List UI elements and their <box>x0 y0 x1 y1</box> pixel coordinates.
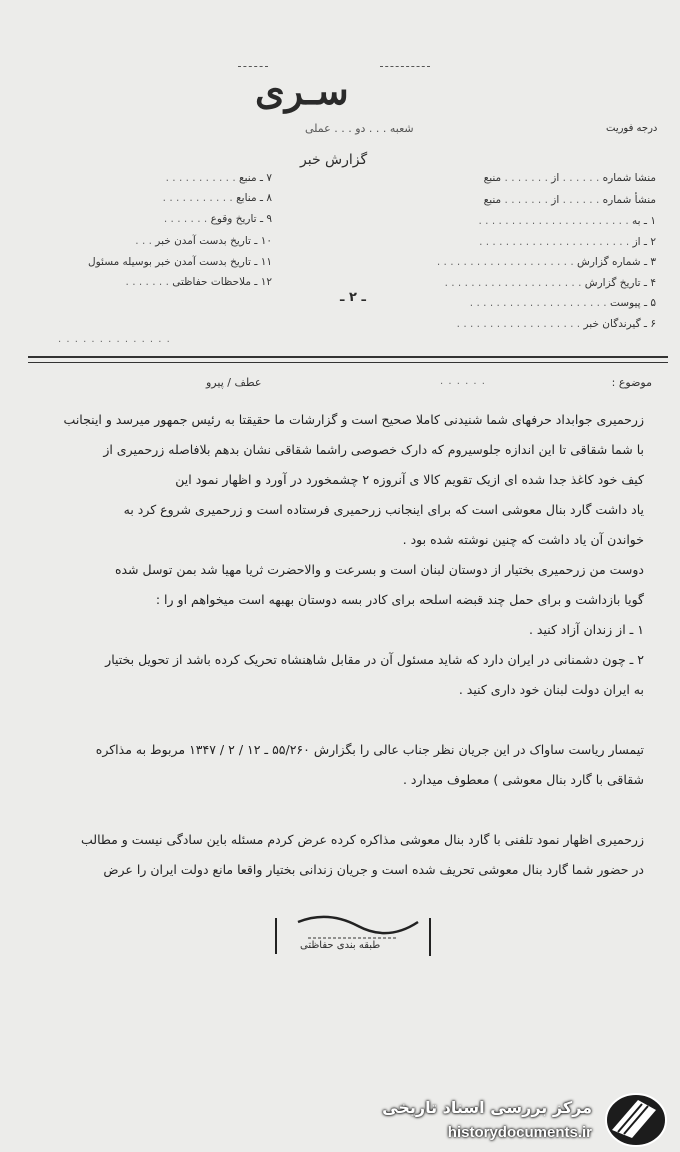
paragraph-line-9: ۲ ـ چون دشمنانی در ایران دارد که شاید مسئول آن در مقابل شاهنشاه تحریک کرده باشد از تحویل بختیار <box>105 652 644 667</box>
field-report-date: ۴ ـ تاریخ گزارش . . . . . . . . . . . . . . . . . . . . . <box>444 277 656 289</box>
page-marker: ـ ۲ ـ <box>340 290 366 305</box>
section-subtitle: شعبه . . . دو . . . عملی <box>305 122 414 135</box>
paragraph-line-1: زرحمیری جوابداد حرفهای شما شنیدنی کاملا صحیح است و گزارشات ما حقیقتا به رئیس جمهور میرسد و اینجانب <box>63 412 644 427</box>
field-report-number: ۳ ـ شماره گزارش . . . . . . . . . . . . . . . . . . . . . <box>436 256 656 268</box>
archive-url[interactable]: historydocuments.ir <box>447 1124 592 1141</box>
paragraph-line-14: در حضور شما گارد بنال معوشی تحریف شده است و جریان زندانی بختیار واقعا مانع دولت ایران را عرض <box>103 862 644 877</box>
reference-label: عطف / پیرو <box>206 376 262 389</box>
blank-line: . . . . . . . . . . . . . . <box>58 334 171 345</box>
field-from: ۲ ـ از . . . . . . . . . . . . . . . . . . . . . . . <box>479 236 656 248</box>
subject-label: موضوع : <box>611 376 652 389</box>
paragraph-line-8: ۱ ـ از زندان آزاد کنید . <box>528 622 644 637</box>
field-to: ۱ ـ به . . . . . . . . . . . . . . . . . . . . . . . <box>478 215 656 227</box>
paragraph-line-3: کیف خود کاغذ جدا شده ای ازیک تقویم کالا ی آنروزه ۲ چشمخورد در آورد و اظهار نمود این <box>175 472 644 487</box>
report-title: گزارش خبر <box>300 152 368 168</box>
title-dash-right <box>380 66 430 67</box>
divider-bottom <box>28 362 668 363</box>
field-attachment: ۵ ـ پیوست . . . . . . . . . . . . . . . . . . . . . <box>469 297 656 309</box>
field-obtained-by-officer: ۱۱ ـ تاریخ بدست آمدن خبر بوسیله مسئول <box>87 256 272 268</box>
field-obtained-date: ۱۰ ـ تاریخ بدست آمدن خبر . . . <box>135 235 272 247</box>
archive-logo-icon <box>598 1090 670 1148</box>
title-dash-left <box>238 66 268 67</box>
field-origin-1: منشا شماره . . . . . . از . . . . . . . منبع <box>483 172 656 184</box>
paragraph-line-4: یاد داشت گارد بنال معوشی است که برای اینجانب زرحمیری فرستاده است و زرحمیری شروع کرد به <box>123 502 644 517</box>
paragraph-line-12: شقاقی با گارد بنال معوشی ) معطوف میدارد . <box>402 772 644 787</box>
paragraph-line-2: با شما شقاقی تا این اندازه جلوسیروم که دارک خصوصی راشما شقاقی نشان بدهم بلافاصله زرحمیری از <box>103 442 644 457</box>
stamp-label: طبقه بندی حفاظتی <box>300 940 381 951</box>
field-sources: ۸ ـ منابع . . . . . . . . . . . <box>162 192 272 204</box>
field-security-notes: ۱۲ ـ ملاحظات حفاظتی . . . . . . . <box>125 276 272 288</box>
paragraph-line-5: خواندن آن یاد داشت که چنین نوشته شده بود . <box>402 532 644 547</box>
reference-dots: . . . . . . <box>440 376 486 387</box>
paragraph-line-13: زرحمیری اظهار نمود تلفنی با گارد بنال معوشی مذاکره کرده عرض کردم مسئله باین سادگی نیست و مطالب <box>80 832 644 847</box>
paragraph-line-6: دوست من زرحمیری بختیار از دوستان لبنان است و بسرعت و والاحضرت ثریا مهیا شد بمن توسل شده <box>114 562 644 577</box>
paragraph-line-11: تیمسار ریاست ساواک در این جریان نظر جناب عالی را بگزارش ۵۵/۲۶۰ ـ ۱۲ / ۲ / ۱۳۴۷ مربوط به مذاکره <box>95 742 644 757</box>
urgency-label: درجه فوریت <box>606 123 658 134</box>
classification-title: سـری <box>255 68 349 113</box>
field-recipients: ۶ ـ گیرندگان خبر . . . . . . . . . . . . . . . . . . . <box>456 318 656 330</box>
paragraph-line-7: گویا بازداشت و برای حمل چند قبضه اسلحه برای کادر بسه دوستان بهبهه است میخواهم او را : <box>155 592 644 607</box>
paragraph-line-10: به ایران دولت لبنان خود داری کنید . <box>458 682 644 697</box>
classification-stamp <box>268 912 438 960</box>
field-occurrence-date: ۹ ـ تاریخ وقوع . . . . . . . <box>163 213 272 225</box>
divider-top <box>28 356 668 358</box>
field-origin-2: منشأ شماره . . . . . . از . . . . . . . منبع <box>483 194 656 206</box>
field-source: ۷ ـ منبع . . . . . . . . . . . <box>165 172 272 184</box>
archive-name-fa: مرکز بررسی اسناد تاریخی <box>382 1098 592 1117</box>
